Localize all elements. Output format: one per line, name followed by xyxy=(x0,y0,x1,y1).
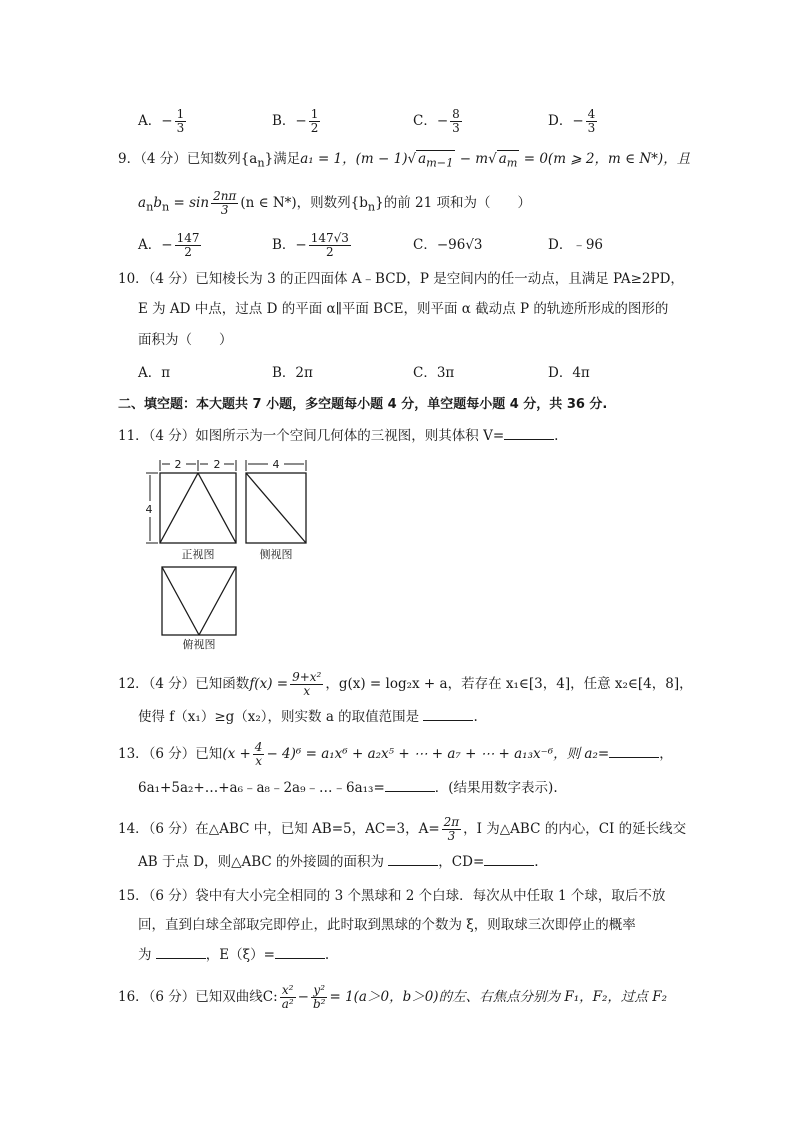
q12-line-1: 12．（4 分）已知函数f(x) = $\frac{\text{9+x²}}{x}$ ，g(x) = log₂x + a，若存在 x₁∈[3，4]，任意 x₂∈[4，8]， xyxy=(118,670,693,698)
front-width-1: 2 xyxy=(174,458,182,471)
side-view xyxy=(246,460,306,543)
q10-line-1: 10．（4 分）已知棱长为 3 的正四面体 A﹣BCD，P 是空间内的任一动点，且满足 PA≥2PD， xyxy=(118,271,684,287)
q15-blank-prob[interactable] xyxy=(156,944,206,959)
q9-line-2: $a_nb_n = \sin$ $\frac{2n\pi}{3}$ (n ∈ N*)，则数列$\{b_n\}$的前 21 项和为（ ） xyxy=(138,189,532,217)
q13-blank-sum[interactable] xyxy=(385,777,435,792)
q15-line-3: 为 ，E（ξ）= . xyxy=(138,944,329,966)
q10-line-2: E 为 AD 中点，过点 D 的平面 α∥平面 BCE，则平面 α 截动点 P 的轨迹所形成的图形的 xyxy=(138,301,669,317)
q10-option-b: B．2π xyxy=(272,365,313,381)
q13-line-2: 6a₁+5a₂+…+a₆﹣a₈﹣2a₉﹣…﹣6a₁₃= ．(结果用数字表示). xyxy=(138,777,558,799)
q11-blank[interactable] xyxy=(504,425,554,440)
q12-blank[interactable] xyxy=(423,706,473,721)
q11-text: 11．（4 分）如图所示为一个空间几何体的三视图，则其体积 V= . xyxy=(118,425,558,447)
q9-option-c: C．−96√3 xyxy=(413,237,483,253)
q10-option-d: D．4π xyxy=(548,365,590,381)
front-width-2: 2 xyxy=(213,458,221,471)
front-height: 4 xyxy=(145,503,153,516)
top-view xyxy=(162,567,236,635)
q13-line-1: 13．（6 分）已知(x + $\frac{4}{x}$ − 4)⁶ = a₁x⁶ + a₂x⁵ + ⋯ + a₇ + ⋯ + a₁₃x⁻⁶，则 a₂= ， xyxy=(118,740,673,768)
q14-line-1: 14．（6 分）在△ABC 中，已知 AB=5，AC=3，A= $\frac{2\pi}{3}$ ，I 为△ABC 的内心，CI 的延长线交 xyxy=(118,815,687,843)
q15-line-1: 15．（6 分）袋中有大小完全相同的 3 个黑球和 2 个白球．每次从中任取 1 个球，取后不放 xyxy=(118,888,666,904)
side-caption: 侧视图 xyxy=(259,548,293,561)
q15-line-2: 回，直到白球全部取完即停止，此时取到黑球的个数为 ξ，则取球三次即停止的概率 xyxy=(138,917,636,933)
q14-blank-cd[interactable] xyxy=(484,851,534,866)
q8-option-b: B．− $\frac{1}{2}$ xyxy=(272,107,319,135)
q14-blank-area[interactable] xyxy=(388,851,438,866)
q10-option-a: A．π xyxy=(138,365,171,381)
q12-line-2: 使得 f（x₁）≥g（x₂），则实数 a 的取值范围是 . xyxy=(138,706,478,728)
front-view xyxy=(146,460,236,543)
q8-option-d: D．− $\frac{4}{3}$ xyxy=(548,107,596,135)
side-width: 4 xyxy=(272,458,280,471)
q9-option-b: B．− $\frac{147√3}{2}$ xyxy=(272,231,349,259)
q13-blank-a2[interactable] xyxy=(609,743,659,758)
q10-line-3: 面积为（ ） xyxy=(138,332,233,348)
q14-line-2: AB 于点 D，则△ABC 的外接圆的面积为 ，CD= . xyxy=(138,851,539,873)
q8-option-a: A．− $\frac{1}{3}$ xyxy=(138,107,185,135)
q9-line-1: 9．（4 分）已知数列$\{a_n\}$满足a₁ = 1，(m − 1)√ $a_{m-1} - m√$ $a_m = 0(m$ ⩾ 2，m ∈ N*)，且 xyxy=(118,151,691,170)
three-view-figure xyxy=(140,455,310,650)
q9-option-d: D．﹣96 xyxy=(548,237,604,253)
section-heading: 二、填空题：本大题共 7 小题，多空题每小题 4 分，单空题每小题 4 分，共 36 分. xyxy=(118,397,608,412)
front-caption: 正视图 xyxy=(181,548,215,561)
q16-line-1: 16．（6 分）已知双曲线C: $\frac{\text{x²}}{\text{a²}}$ − $\frac{\text{y²}}{\text{b²}}$ = 1(a＞0，b＞0)的左、右焦点分别为 F₁，F₂，过点 F₂ xyxy=(118,983,667,1011)
q15-blank-expect[interactable] xyxy=(275,944,325,959)
q9-option-a: A．− $\frac{147}{2}$ xyxy=(138,231,200,259)
q10-option-c: C．3π xyxy=(413,365,455,381)
q8-option-c: C．− $\frac{8}{3}$ xyxy=(413,107,460,135)
top-caption: 俯视图 xyxy=(182,638,216,650)
